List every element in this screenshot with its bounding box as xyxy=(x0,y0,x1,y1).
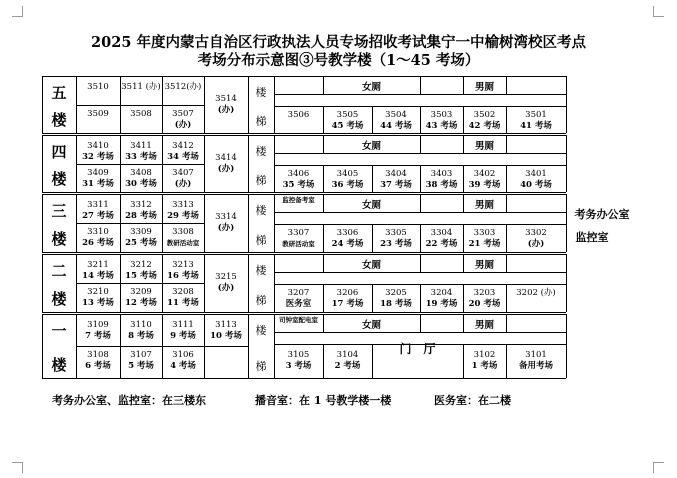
stair-label: 楼 xyxy=(255,324,267,337)
male-restroom: 男厕 xyxy=(474,141,494,152)
room-label-small: 监控备考室 xyxy=(282,196,315,204)
room-number: 3304 xyxy=(430,228,453,238)
grid-line xyxy=(566,106,567,133)
room-cell-south xyxy=(506,288,566,299)
room-cell xyxy=(162,109,204,131)
room-label: 4 考场 xyxy=(170,361,196,371)
room-cell-middle xyxy=(204,94,248,116)
room-cell xyxy=(162,260,204,282)
room-number: 3402 xyxy=(473,169,496,179)
male-restroom: 男厕 xyxy=(474,320,494,331)
room-label-small: 司钟室配电室 xyxy=(279,316,318,324)
room-number: 3101 xyxy=(525,350,547,360)
room-cell xyxy=(162,350,204,372)
room-cell-south xyxy=(372,228,420,250)
room-number: 3406 xyxy=(287,169,310,179)
room-label: 27 考场 xyxy=(82,211,114,221)
room-number: 3504 xyxy=(385,110,407,120)
room-label: 20 考场 xyxy=(468,299,501,309)
room-number: 3405 xyxy=(336,169,359,179)
room-label: (办) xyxy=(174,179,192,189)
room-label: 45 考场 xyxy=(331,121,364,131)
room-cell-south xyxy=(506,169,566,191)
room-cell-south xyxy=(463,169,506,191)
corner-mark xyxy=(653,462,664,473)
room-label: 教研活动室 xyxy=(282,240,315,248)
floor-label: 一 xyxy=(51,322,67,340)
room-cell-south xyxy=(506,350,566,372)
room-number: 3314 xyxy=(215,212,237,222)
floor-label: 二 xyxy=(51,262,67,280)
room-number: 3108 xyxy=(87,350,109,360)
room-label: 44 考场 xyxy=(380,121,412,131)
room-label: (办) xyxy=(174,120,192,130)
stair-label: 梯 xyxy=(255,294,267,307)
room-label: 40 考场 xyxy=(520,180,552,190)
room-number: 3209 xyxy=(130,287,152,297)
room-cell xyxy=(162,82,204,93)
room-cell xyxy=(162,227,204,249)
room-cell xyxy=(120,350,162,372)
room-cell xyxy=(162,287,204,309)
room-number: 3212 xyxy=(130,260,152,270)
room-label: 30 考场 xyxy=(125,179,157,189)
room-number: 3202 (办) xyxy=(516,288,556,298)
room-cell-middle xyxy=(204,153,248,175)
room-label: 33 考场 xyxy=(125,152,157,162)
room-number: 3111 xyxy=(172,320,194,330)
room-number: 3502 xyxy=(473,110,496,120)
room-number: 3503 xyxy=(430,110,453,120)
room-label: 10 考场 xyxy=(210,331,242,341)
floor-plan-table xyxy=(42,76,566,378)
corner-mark xyxy=(12,462,23,473)
room-label: 39 考场 xyxy=(468,180,501,190)
floor-label: 五 xyxy=(51,84,67,102)
grid-line xyxy=(248,135,249,192)
grid-line xyxy=(566,165,567,192)
room-cell xyxy=(76,320,120,342)
room-cell xyxy=(204,320,248,342)
room-label: (办) xyxy=(217,164,235,174)
floor-border xyxy=(42,378,566,379)
grid-line xyxy=(506,314,507,332)
room-number: 3403 xyxy=(430,169,453,179)
room-number: 3407 xyxy=(172,168,194,178)
side-label-monitor-room: 监控室 xyxy=(575,231,609,244)
male-restroom: 男厕 xyxy=(474,200,494,211)
floor-border xyxy=(42,133,566,134)
grid-line xyxy=(76,105,204,106)
entrance-hall: 门 厅 xyxy=(399,342,436,356)
room-number: 3102 xyxy=(473,350,496,360)
grid-line xyxy=(274,153,566,154)
room-label: 3 考场 xyxy=(285,361,312,371)
female-restroom: 女厕 xyxy=(361,260,381,271)
room-cell xyxy=(76,168,120,190)
room-cell xyxy=(76,350,120,372)
room-cell xyxy=(76,200,120,222)
room-number: 3505 xyxy=(336,110,359,120)
grid-line xyxy=(506,76,507,94)
room-label: 15 考场 xyxy=(125,271,157,281)
grid-line xyxy=(248,194,249,252)
room-label: 23 考场 xyxy=(380,239,412,249)
room-number: 3414 xyxy=(215,153,237,163)
room-number: 3207 xyxy=(287,288,310,298)
room-label: 5 考场 xyxy=(128,361,154,371)
room-number: 3109 xyxy=(87,320,109,330)
grid-line xyxy=(76,164,204,165)
room-number: 3211 xyxy=(87,260,109,270)
grid-line xyxy=(420,135,421,153)
room-label: 14 考场 xyxy=(82,271,114,281)
room-number: 3410 xyxy=(87,141,109,151)
room-label: 25 考场 xyxy=(125,238,157,248)
room-number: 3308 xyxy=(172,227,194,237)
room-label: 24 考场 xyxy=(331,239,364,249)
room-label: 医务室 xyxy=(285,299,312,309)
grid-line xyxy=(566,284,567,312)
room-number: 3507 xyxy=(172,109,194,119)
stair-label: 梯 xyxy=(255,115,267,128)
room-number: 3511 (办) xyxy=(121,82,161,92)
grid-line xyxy=(506,254,507,272)
room-label: 17 考场 xyxy=(331,299,364,309)
room-label: (办) xyxy=(217,223,235,233)
room-label: 19 考场 xyxy=(425,299,458,309)
female-restroom: 女厕 xyxy=(361,200,381,211)
room-label: 6 考场 xyxy=(85,361,111,371)
room-number: 3311 xyxy=(87,200,109,210)
room-label: 22 考场 xyxy=(425,239,458,249)
room-cell-south xyxy=(420,288,463,310)
room-number: 3110 xyxy=(130,320,152,330)
room-number: 3206 xyxy=(336,288,359,298)
room-number: 3411 xyxy=(130,141,152,151)
room-label: 34 考场 xyxy=(167,152,199,162)
room-number: 3204 xyxy=(430,288,453,298)
room-number: 3401 xyxy=(525,169,547,179)
room-cell-south xyxy=(274,169,323,191)
grid-line xyxy=(76,283,204,284)
room-label: 11 考场 xyxy=(167,298,199,308)
room-label: 43 考场 xyxy=(425,121,458,131)
room-cell-south xyxy=(463,288,506,310)
room-cell-south xyxy=(420,228,463,250)
document-title-line1: 2025 年度内蒙古自治区行政执法人员专场招收考试集宁一中榆树湾校区考点 xyxy=(91,34,586,51)
grid-line xyxy=(506,135,507,153)
stair-label: 梯 xyxy=(255,174,267,187)
room-number: 3113 xyxy=(215,320,237,330)
floor-label: 四 xyxy=(51,143,67,161)
stair-label: 楼 xyxy=(255,86,267,99)
room-label: 36 考场 xyxy=(331,180,364,190)
stair-label: 楼 xyxy=(255,204,267,217)
room-number: 3105 xyxy=(287,350,310,360)
room-number: 3312 xyxy=(130,200,152,210)
room-label: 教研活动室 xyxy=(166,239,200,247)
room-cell-south xyxy=(323,169,372,191)
room-cell xyxy=(76,287,120,309)
floor-label: 楼 xyxy=(51,111,67,129)
room-label: 37 考场 xyxy=(380,180,412,190)
floor-label: 楼 xyxy=(51,356,67,374)
room-number: 3106 xyxy=(172,350,194,360)
grid-line xyxy=(420,76,421,94)
stair-label: 梯 xyxy=(255,234,267,247)
grid-line xyxy=(274,332,566,333)
grid-line xyxy=(76,223,204,224)
room-number: 3306 xyxy=(336,228,359,238)
side-label-exam-office: 考务办公室 xyxy=(574,208,630,221)
grid-line xyxy=(274,272,566,273)
room-cell xyxy=(120,227,162,249)
room-cell-south xyxy=(506,110,566,132)
room-number: 3302 xyxy=(525,228,547,238)
room-cell xyxy=(120,109,162,120)
room-cell xyxy=(120,82,162,93)
room-number: 3307 xyxy=(287,228,310,238)
floor-label: 三 xyxy=(51,202,67,220)
floor-border xyxy=(42,192,566,193)
room-label: 7 考场 xyxy=(85,331,111,341)
female-restroom: 女厕 xyxy=(361,82,381,93)
grid-line xyxy=(76,346,248,347)
room-label: 2 考场 xyxy=(334,361,361,371)
room-cell xyxy=(120,260,162,282)
room-number: 3404 xyxy=(385,169,407,179)
room-cell-south xyxy=(463,228,506,250)
room-number: 3310 xyxy=(87,227,109,237)
grid-line xyxy=(420,314,421,332)
room-cell xyxy=(162,200,204,222)
room-label: 38 考场 xyxy=(425,180,458,190)
footer-note-broadcast: 播音室：在 1 号教学楼一楼 xyxy=(255,394,392,407)
room-cell-south xyxy=(372,110,420,132)
room-cell xyxy=(120,168,162,190)
room-number: 3409 xyxy=(87,168,109,178)
room-number: 3215 xyxy=(215,272,237,282)
female-restroom: 女厕 xyxy=(361,320,381,331)
grid-line xyxy=(274,212,566,213)
room-number: 3514 xyxy=(215,94,237,104)
room-number: 3104 xyxy=(336,350,359,360)
female-restroom: 女厕 xyxy=(361,141,381,152)
room-cell-south xyxy=(274,288,323,310)
grid-line xyxy=(248,254,249,312)
grid-line xyxy=(248,76,249,133)
room-cell-south xyxy=(372,169,420,191)
room-number: 3208 xyxy=(172,287,194,297)
document-title-line2: 考场分布示意图③号教学楼（1～45 考场） xyxy=(197,52,480,69)
room-number: 3303 xyxy=(473,228,496,238)
room-cell-south xyxy=(323,110,372,132)
room-label: 32 考场 xyxy=(82,152,114,162)
room-label: 8 考场 xyxy=(128,331,154,341)
grid-line xyxy=(248,314,249,378)
room-cell xyxy=(120,200,162,222)
grid-line xyxy=(420,254,421,272)
floor-label: 楼 xyxy=(51,290,67,308)
room-label: 42 考场 xyxy=(468,121,501,131)
room-label: 41 考场 xyxy=(520,121,552,131)
floor-border xyxy=(42,312,566,313)
room-number: 3509 xyxy=(87,109,109,119)
stair-label: 梯 xyxy=(255,360,267,373)
floor-label: 楼 xyxy=(51,170,67,188)
room-label: 21 考场 xyxy=(468,239,501,249)
room-number: 3512(办) xyxy=(164,82,202,92)
room-cell-south xyxy=(274,110,323,121)
room-number: 3210 xyxy=(87,287,109,297)
room-label: 35 考场 xyxy=(282,180,315,190)
grid-line xyxy=(506,194,507,212)
room-number: 3510 xyxy=(87,82,109,92)
room-cell-south xyxy=(463,110,506,132)
stair-label: 楼 xyxy=(255,264,267,277)
room-cell-south xyxy=(463,350,506,372)
room-number: 3205 xyxy=(385,288,407,298)
room-cell xyxy=(120,141,162,163)
room-cell-south xyxy=(323,228,372,250)
room-cell xyxy=(76,260,120,282)
room-cell xyxy=(162,141,204,163)
room-label: 1 考场 xyxy=(471,361,498,371)
room-cell-south xyxy=(274,350,323,372)
room-cell-south xyxy=(274,228,323,250)
room-number: 3213 xyxy=(172,260,194,270)
room-number: 3203 xyxy=(473,288,496,298)
room-cell xyxy=(76,109,120,120)
room-label: 备用考场 xyxy=(518,361,553,371)
room-label: 13 考场 xyxy=(82,298,114,308)
male-restroom: 男厕 xyxy=(474,260,494,271)
room-label: 31 考场 xyxy=(82,179,114,189)
room-cell-middle xyxy=(204,212,248,234)
room-cell xyxy=(76,227,120,249)
room-label: 18 考场 xyxy=(380,299,412,309)
corner-mark xyxy=(12,6,23,17)
room-cell-south xyxy=(323,288,372,310)
male-restroom: 男厕 xyxy=(474,82,494,93)
room-label: (办) xyxy=(217,105,235,115)
room-label: (办) xyxy=(527,239,545,249)
stair-label: 楼 xyxy=(255,145,267,158)
room-cell xyxy=(76,82,120,93)
floor-border xyxy=(42,252,566,253)
room-label: 12 考场 xyxy=(125,298,157,308)
room-cell-south xyxy=(323,350,372,372)
room-cell xyxy=(162,168,204,190)
room-number: 3501 xyxy=(525,110,547,120)
room-cell xyxy=(76,141,120,163)
footer-note-clinic: 医务室：在二楼 xyxy=(434,394,511,407)
grid-line xyxy=(566,224,567,252)
grid-line xyxy=(566,344,567,378)
room-number: 3408 xyxy=(130,168,152,178)
floor-label: 楼 xyxy=(51,230,67,248)
room-cell-south xyxy=(372,288,420,310)
room-number: 3107 xyxy=(130,350,152,360)
room-cell-middle xyxy=(204,272,248,294)
room-cell-south xyxy=(506,228,566,250)
room-number: 3313 xyxy=(172,200,194,210)
corner-mark xyxy=(653,6,664,17)
room-cell xyxy=(120,320,162,342)
room-number: 3309 xyxy=(130,227,152,237)
room-label: 28 考场 xyxy=(125,211,157,221)
room-cell xyxy=(162,320,204,342)
footer-note-office: 考务办公室、监控室：在三楼东 xyxy=(52,394,206,407)
room-label: 29 考场 xyxy=(167,211,199,221)
room-number: 3412 xyxy=(172,141,194,151)
room-number: 3305 xyxy=(385,228,407,238)
room-cell xyxy=(120,287,162,309)
grid-line xyxy=(274,94,566,95)
room-label: 26 考场 xyxy=(82,238,114,248)
room-number: 3506 xyxy=(287,110,310,120)
room-label: (办) xyxy=(217,283,235,293)
room-label: 16 考场 xyxy=(167,271,199,281)
room-number: 3508 xyxy=(130,109,152,119)
room-cell-south xyxy=(420,169,463,191)
grid-line xyxy=(420,194,421,212)
room-label: 9 考场 xyxy=(170,331,196,341)
room-cell-south xyxy=(420,110,463,132)
